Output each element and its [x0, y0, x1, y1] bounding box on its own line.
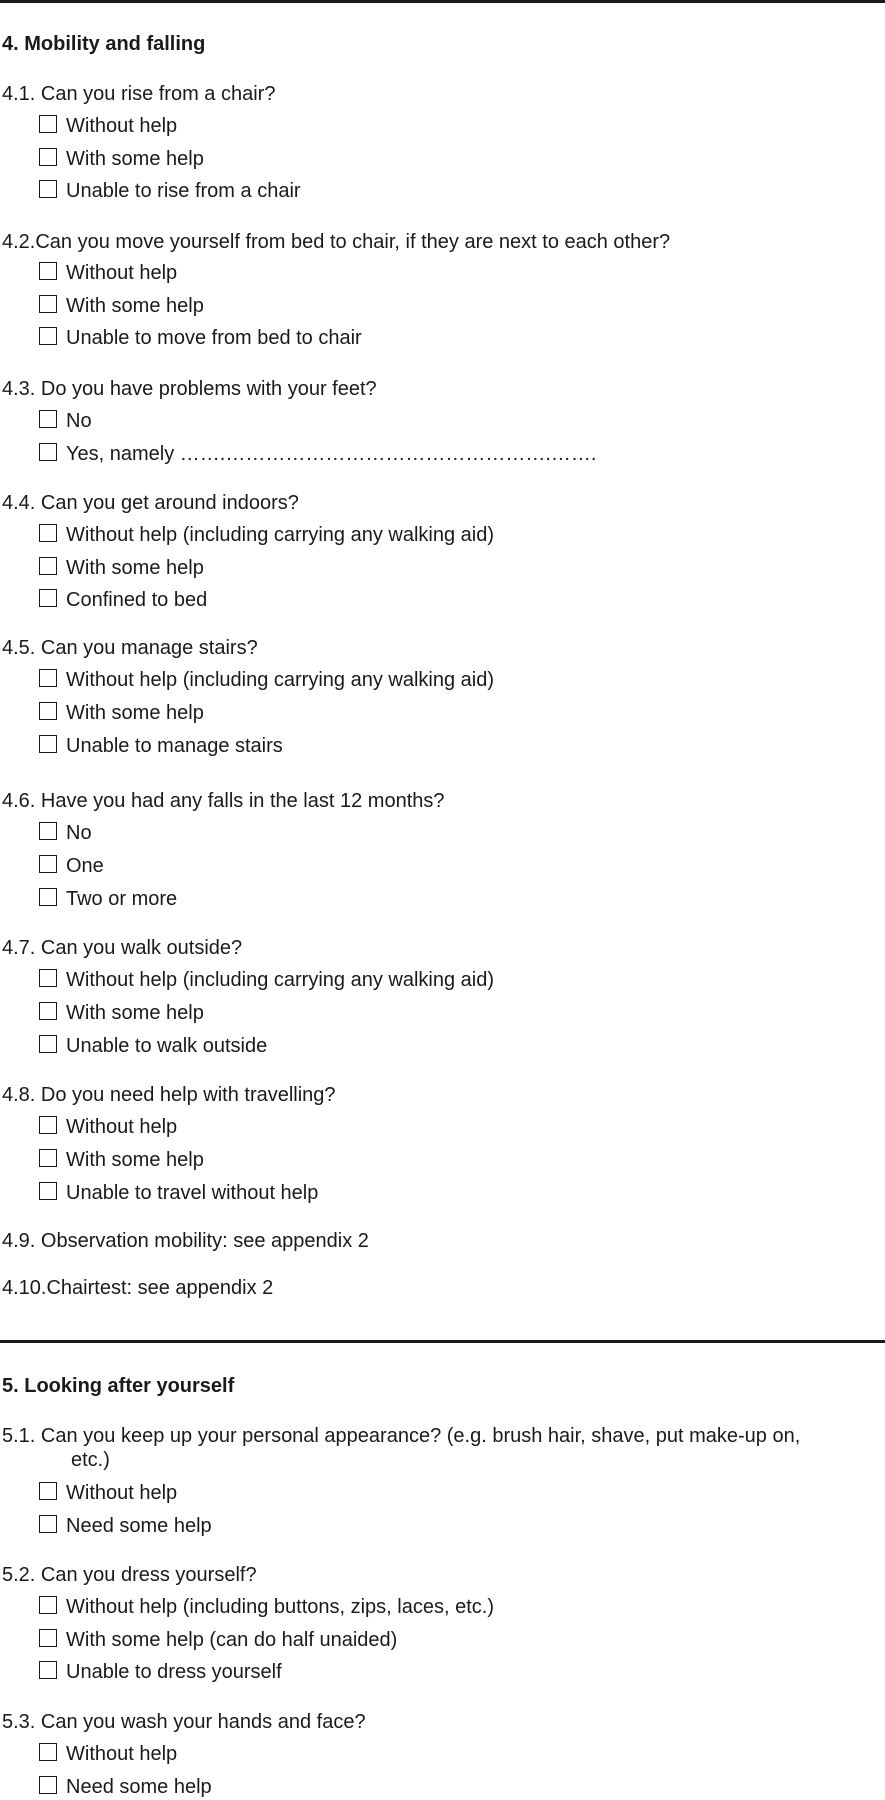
- option-4-1-c[interactable]: Unable to rise from a chair: [39, 179, 301, 203]
- option-5-3-a[interactable]: Without help: [39, 1742, 177, 1766]
- option-4-4-a[interactable]: Without help (including carrying any walking aid): [39, 523, 494, 547]
- option-4-6-a[interactable]: No: [39, 821, 92, 845]
- checkbox[interactable]: [39, 1149, 57, 1167]
- option-4-5-a[interactable]: Without help (including carrying any walking aid): [39, 668, 494, 692]
- checkbox[interactable]: [39, 327, 57, 345]
- option-4-4-c[interactable]: Confined to bed: [39, 588, 207, 612]
- checkbox[interactable]: [39, 822, 57, 840]
- top-divider: [0, 0, 885, 3]
- question-4-1: 4.1. Can you rise from a chair?: [2, 83, 276, 105]
- option-4-3-b[interactable]: Yes, namely …….………………………………………….…….: [39, 442, 596, 466]
- checkbox[interactable]: [39, 410, 57, 428]
- checkbox[interactable]: [39, 148, 57, 166]
- option-5-2-a[interactable]: Without help (including buttons, zips, laces, etc.): [39, 1595, 494, 1619]
- checkbox[interactable]: [39, 1661, 57, 1679]
- checkbox[interactable]: [39, 524, 57, 542]
- checkbox[interactable]: [39, 1776, 57, 1794]
- checkbox[interactable]: [39, 295, 57, 313]
- checkbox[interactable]: [39, 1596, 57, 1614]
- checkbox[interactable]: [39, 1482, 57, 1500]
- option-4-4-b[interactable]: With some help: [39, 556, 204, 580]
- option-5-2-c[interactable]: Unable to dress yourself: [39, 1660, 282, 1684]
- question-4-2: 4.2.Can you move yourself from bed to chair, if they are next to each other?: [2, 231, 671, 253]
- checkbox[interactable]: [39, 888, 57, 906]
- checkbox[interactable]: [39, 1515, 57, 1533]
- option-5-3-b[interactable]: Need some help: [39, 1775, 212, 1799]
- option-4-7-a[interactable]: Without help (including carrying any walking aid): [39, 968, 494, 992]
- checkbox[interactable]: [39, 1629, 57, 1647]
- option-4-2-a[interactable]: Without help: [39, 261, 177, 285]
- question-4-5: 4.5. Can you manage stairs?: [2, 637, 258, 659]
- section-divider: [0, 1340, 885, 1343]
- checkbox[interactable]: [39, 262, 57, 280]
- checkbox[interactable]: [39, 735, 57, 753]
- question-4-4: 4.4. Can you get around indoors?: [2, 492, 299, 514]
- option-4-6-b[interactable]: One: [39, 854, 104, 878]
- option-5-2-b[interactable]: With some help (can do half unaided): [39, 1628, 397, 1652]
- checkbox[interactable]: [39, 180, 57, 198]
- option-4-2-c[interactable]: Unable to move from bed to chair: [39, 326, 362, 350]
- checkbox[interactable]: [39, 1182, 57, 1200]
- section-5-title: 5. Looking after yourself: [2, 1375, 235, 1397]
- question-4-9: 4.9. Observation mobility: see appendix 2: [2, 1230, 369, 1252]
- question-4-10: 4.10.Chairtest: see appendix 2: [2, 1277, 274, 1299]
- checkbox[interactable]: [39, 443, 57, 461]
- checkbox[interactable]: [39, 855, 57, 873]
- checkbox[interactable]: [39, 115, 57, 133]
- question-4-7: 4.7. Can you walk outside?: [2, 937, 243, 959]
- question-4-6: 4.6. Have you had any falls in the last 12 months?: [2, 790, 445, 812]
- checkbox[interactable]: [39, 1116, 57, 1134]
- checkbox[interactable]: [39, 669, 57, 687]
- question-5-2: 5.2. Can you dress yourself?: [2, 1564, 257, 1586]
- option-4-6-c[interactable]: Two or more: [39, 887, 177, 911]
- option-4-3-a[interactable]: No: [39, 409, 92, 433]
- option-4-8-c[interactable]: Unable to travel without help: [39, 1181, 318, 1205]
- checkbox[interactable]: [39, 557, 57, 575]
- option-4-1-a[interactable]: Without help: [39, 114, 177, 138]
- option-4-8-a[interactable]: Without help: [39, 1115, 177, 1139]
- checkbox[interactable]: [39, 702, 57, 720]
- section-4-title: 4. Mobility and falling: [2, 33, 206, 55]
- option-4-5-c[interactable]: Unable to manage stairs: [39, 734, 283, 758]
- option-5-1-a[interactable]: Without help: [39, 1481, 177, 1505]
- checkbox[interactable]: [39, 1743, 57, 1761]
- question-5-3: 5.3. Can you wash your hands and face?: [2, 1711, 366, 1733]
- option-5-1-b[interactable]: Need some help: [39, 1514, 212, 1538]
- option-4-7-b[interactable]: With some help: [39, 1001, 204, 1025]
- checkbox[interactable]: [39, 969, 57, 987]
- question-4-3: 4.3. Do you have problems with your feet?: [2, 378, 377, 400]
- question-4-8: 4.8. Do you need help with travelling?: [2, 1084, 336, 1106]
- option-4-1-b[interactable]: With some help: [39, 147, 204, 171]
- option-4-2-b[interactable]: With some help: [39, 294, 204, 318]
- checkbox[interactable]: [39, 1035, 57, 1053]
- option-4-8-b[interactable]: With some help: [39, 1148, 204, 1172]
- option-4-5-b[interactable]: With some help: [39, 701, 204, 725]
- checkbox[interactable]: [39, 589, 57, 607]
- checkbox[interactable]: [39, 1002, 57, 1020]
- question-5-1-text: 5.1. Can you keep up your personal appearance? (e.g. brush hair, shave, put make-up on,: [2, 1425, 801, 1447]
- option-4-7-c[interactable]: Unable to walk outside: [39, 1034, 267, 1058]
- question-5-1-text-cont: etc.): [71, 1449, 110, 1471]
- question-5-1: [2, 1424, 872, 1472]
